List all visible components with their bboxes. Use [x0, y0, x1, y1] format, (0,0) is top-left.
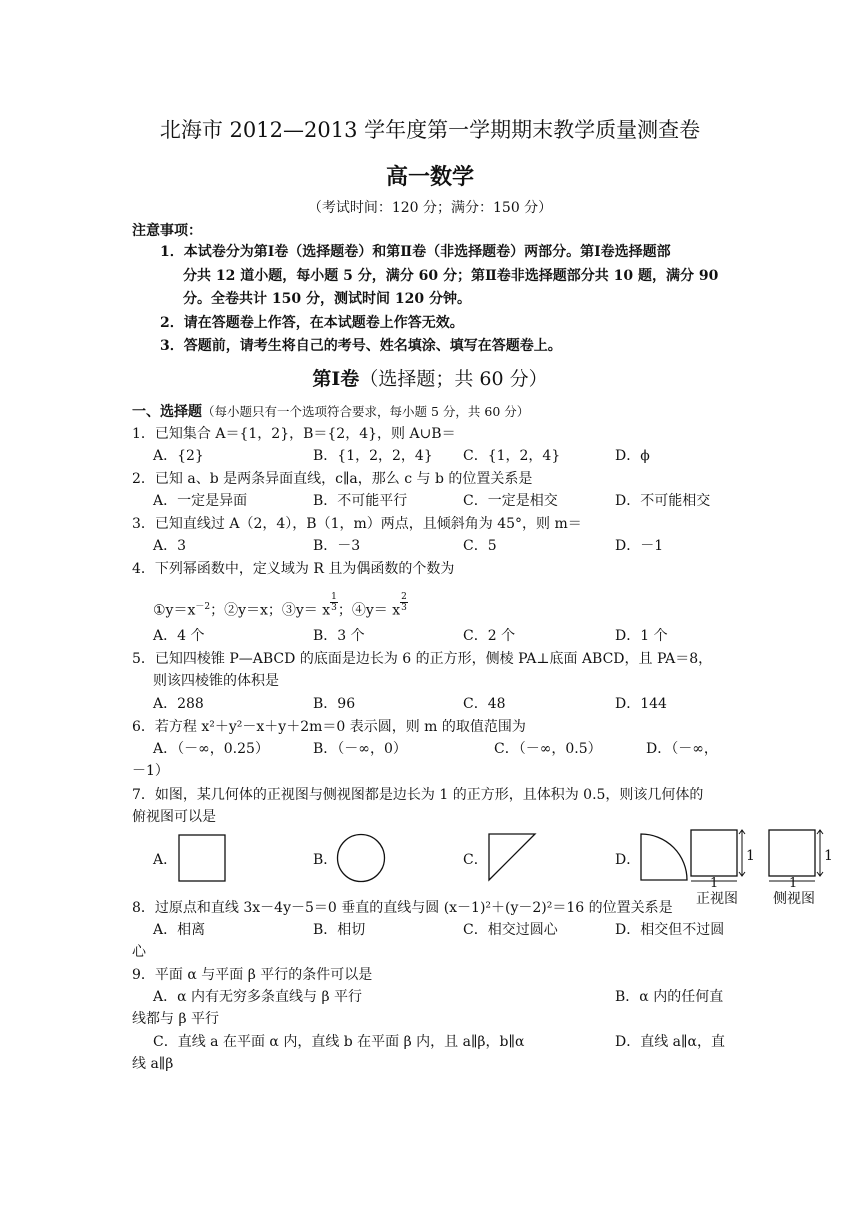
q7-option-a-square — [178, 834, 228, 884]
q5-option-a: A．288 — [153, 696, 204, 712]
part-heading — [132, 401, 529, 423]
section-title-main: 第Ⅰ卷 — [312, 368, 360, 390]
q4-func-4-exp-den: 3 — [401, 603, 407, 614]
note-line-2: 分共 12 道小题，每小题 5 分，满分 60 分；第Ⅱ卷非选择题部分共 10 题，满分 90 — [183, 268, 719, 284]
part-note: （每小题只有一个选项符合要求，每小题 5 分，共 60 分） — [202, 404, 530, 419]
q4-func-4-exp-num: 2 — [401, 592, 407, 603]
q3-option-c: C．5 — [463, 538, 497, 554]
q6-option-a: A．（－∞，0.25） — [153, 741, 269, 757]
q1-option-a: A．{2} — [153, 448, 204, 464]
q5-option-d: D．144 — [615, 696, 667, 712]
q1-option-d: D．ϕ — [615, 448, 650, 464]
q8-stem: 8．过原点和直线 3x－4y－5＝0 垂直的直线与圆 (x－1)²＋(y－2)²＝16 的位置关系是 — [132, 900, 673, 916]
exam-title: 北海市 2012—2013 学年度第一学期期末教学质量测查卷 — [159, 118, 701, 142]
q4-func-4-exp — [400, 592, 408, 613]
q2-option-d: D．不可能相交 — [615, 493, 711, 509]
q4-func-1: ①y＝x — [153, 602, 196, 619]
q2-option-b: B．不可能平行 — [313, 493, 408, 509]
note-line-3: 分。全卷共计 150 分，测试时间 120 分钟。 — [183, 291, 471, 307]
q3-option-a: A．3 — [153, 538, 187, 554]
q6-stem: 6．若方程 x²＋y²－x＋y＋2m＝0 表示圆，则 m 的取值范围为 — [132, 719, 526, 735]
q9-option-d-cont: 线 a∥β — [132, 1056, 174, 1072]
note-line-5: 3．答题前，请考生将自己的考号、姓名填涂、填写在答题卷上。 — [160, 338, 562, 354]
q9-option-a: A．α 内有无穷多条直线与 β 平行 — [153, 989, 363, 1005]
notes-heading: 注意事项： — [132, 223, 202, 239]
q5-option-c: C．48 — [463, 696, 506, 712]
exam-time-info: （考试时间：120 分；满分：150 分） — [307, 200, 553, 216]
q9-option-b-cont: 线都与 β 平行 — [132, 1011, 219, 1027]
q7-option-b-label: B． — [313, 852, 338, 868]
q7-option-d-quarter-circle — [640, 833, 692, 885]
q7-option-c-label: C． — [463, 852, 488, 868]
q3-stem: 3．已知直线过 A（2，4），B（1，m）两点，且倾斜角为 45°，则 m＝ — [132, 516, 582, 532]
q2-option-c: C．一定是相交 — [463, 493, 558, 509]
q9-stem: 9．平面 α 与平面 β 平行的条件可以是 — [132, 967, 373, 983]
q1-option-b: B．{1，2，2，4} — [313, 448, 433, 464]
q4-func-3-exp-num: 1 — [331, 592, 337, 603]
q4-option-b: B．3 个 — [313, 628, 365, 644]
q4-functions — [153, 592, 408, 622]
q2-option-a: A．一定是异面 — [153, 493, 248, 509]
q6-option-d-cont: －1） — [132, 763, 169, 779]
q5-stem-line-2: 则该四棱锥的体积是 — [153, 673, 279, 689]
q5-stem-line-1: 5．已知四棱锥 P—ABCD 的底面是边长为 6 的正方形，侧棱 PA⊥底面 ABCD，且 PA＝8， — [132, 651, 713, 667]
q7-front-view-square — [690, 829, 750, 889]
q1-option-c: C．{1，2，4} — [463, 448, 561, 464]
q7-side-view-width: 1 — [789, 876, 798, 891]
q4-func-4: ；④y＝ x — [337, 602, 401, 619]
q7-option-a-label: A． — [153, 852, 178, 868]
q5-option-b: B．96 — [313, 696, 356, 712]
q3-option-d: D．－1 — [615, 538, 664, 554]
section-title-sub: （选择题；共 60 分） — [359, 368, 548, 390]
q7-side-view-label: 侧视图 — [773, 891, 815, 907]
q4-func-2-3: ；②y＝x；③y＝ x — [210, 602, 331, 619]
q8-option-d-cont: 心 — [132, 944, 146, 960]
q7-side-view-square — [768, 829, 828, 889]
q1-stem: 1．已知集合 A＝{1，2}，B＝{2，4}，则 A∪B＝ — [132, 426, 456, 442]
q7-front-view-label: 正视图 — [696, 891, 738, 907]
q6-option-d: D．（－∞， — [646, 741, 718, 757]
q7-stem-line-1: 7．如图，某几何体的正视图与侧视图都是边长为 1 的正方形，且体积为 0.5，则该几何体的 — [132, 787, 704, 803]
q7-option-c-triangle — [488, 833, 540, 885]
q4-option-d: D．1 个 — [615, 628, 668, 644]
note-line-4: 2．请在答题卷上作答，在本试题卷上作答无效。 — [160, 315, 464, 331]
part-label: 一、选择题 — [132, 404, 202, 420]
subject-title: 高一数学 — [385, 164, 474, 190]
q4-func-1-exp: －2 — [195, 602, 211, 612]
q9-option-d: D．直线 a∥α，直 — [615, 1034, 725, 1050]
q4-func-3-exp-den: 3 — [331, 603, 337, 614]
q8-option-d: D．相交但不过圆 — [615, 922, 725, 938]
q4-option-c: C．2 个 — [463, 628, 516, 644]
q6-option-c: C．（－∞，0.5） — [494, 741, 602, 757]
q7-side-view-height: 1 — [824, 848, 833, 864]
section-title — [0, 364, 860, 391]
q8-option-a: A．相离 — [153, 922, 206, 938]
q3-option-b: B．－3 — [313, 538, 361, 554]
q7-option-b-circle — [336, 833, 388, 885]
q8-option-b: B．相切 — [313, 922, 366, 938]
q2-stem: 2．已知 a、b 是两条异面直线，c∥a，那么 c 与 b 的位置关系是 — [132, 471, 533, 487]
q4-stem: 4．下列幂函数中，定义域为 R 且为偶函数的个数为 — [132, 561, 455, 577]
q6-option-b: B．（－∞，0） — [313, 741, 407, 757]
q7-stem-line-2: 俯视图可以是 — [132, 809, 216, 825]
q7-front-view-width: 1 — [710, 876, 719, 891]
q8-option-c: C．相交过圆心 — [463, 922, 558, 938]
note-line-1: 1．本试卷分为第Ⅰ卷（选择题卷）和第Ⅱ卷（非选择题卷）两部分。第Ⅰ卷选择题部 — [160, 244, 671, 260]
q7-front-view-height: 1 — [746, 848, 755, 864]
q4-func-3-exp — [330, 592, 338, 613]
q4-option-a: A．4 个 — [153, 628, 205, 644]
q7-option-d-label: D． — [615, 852, 641, 868]
q9-option-b: B．α 内的任何直 — [615, 989, 724, 1005]
q9-option-c: C．直线 a 在平面 α 内，直线 b 在平面 β 内，且 a∥β，b∥α — [153, 1034, 525, 1050]
